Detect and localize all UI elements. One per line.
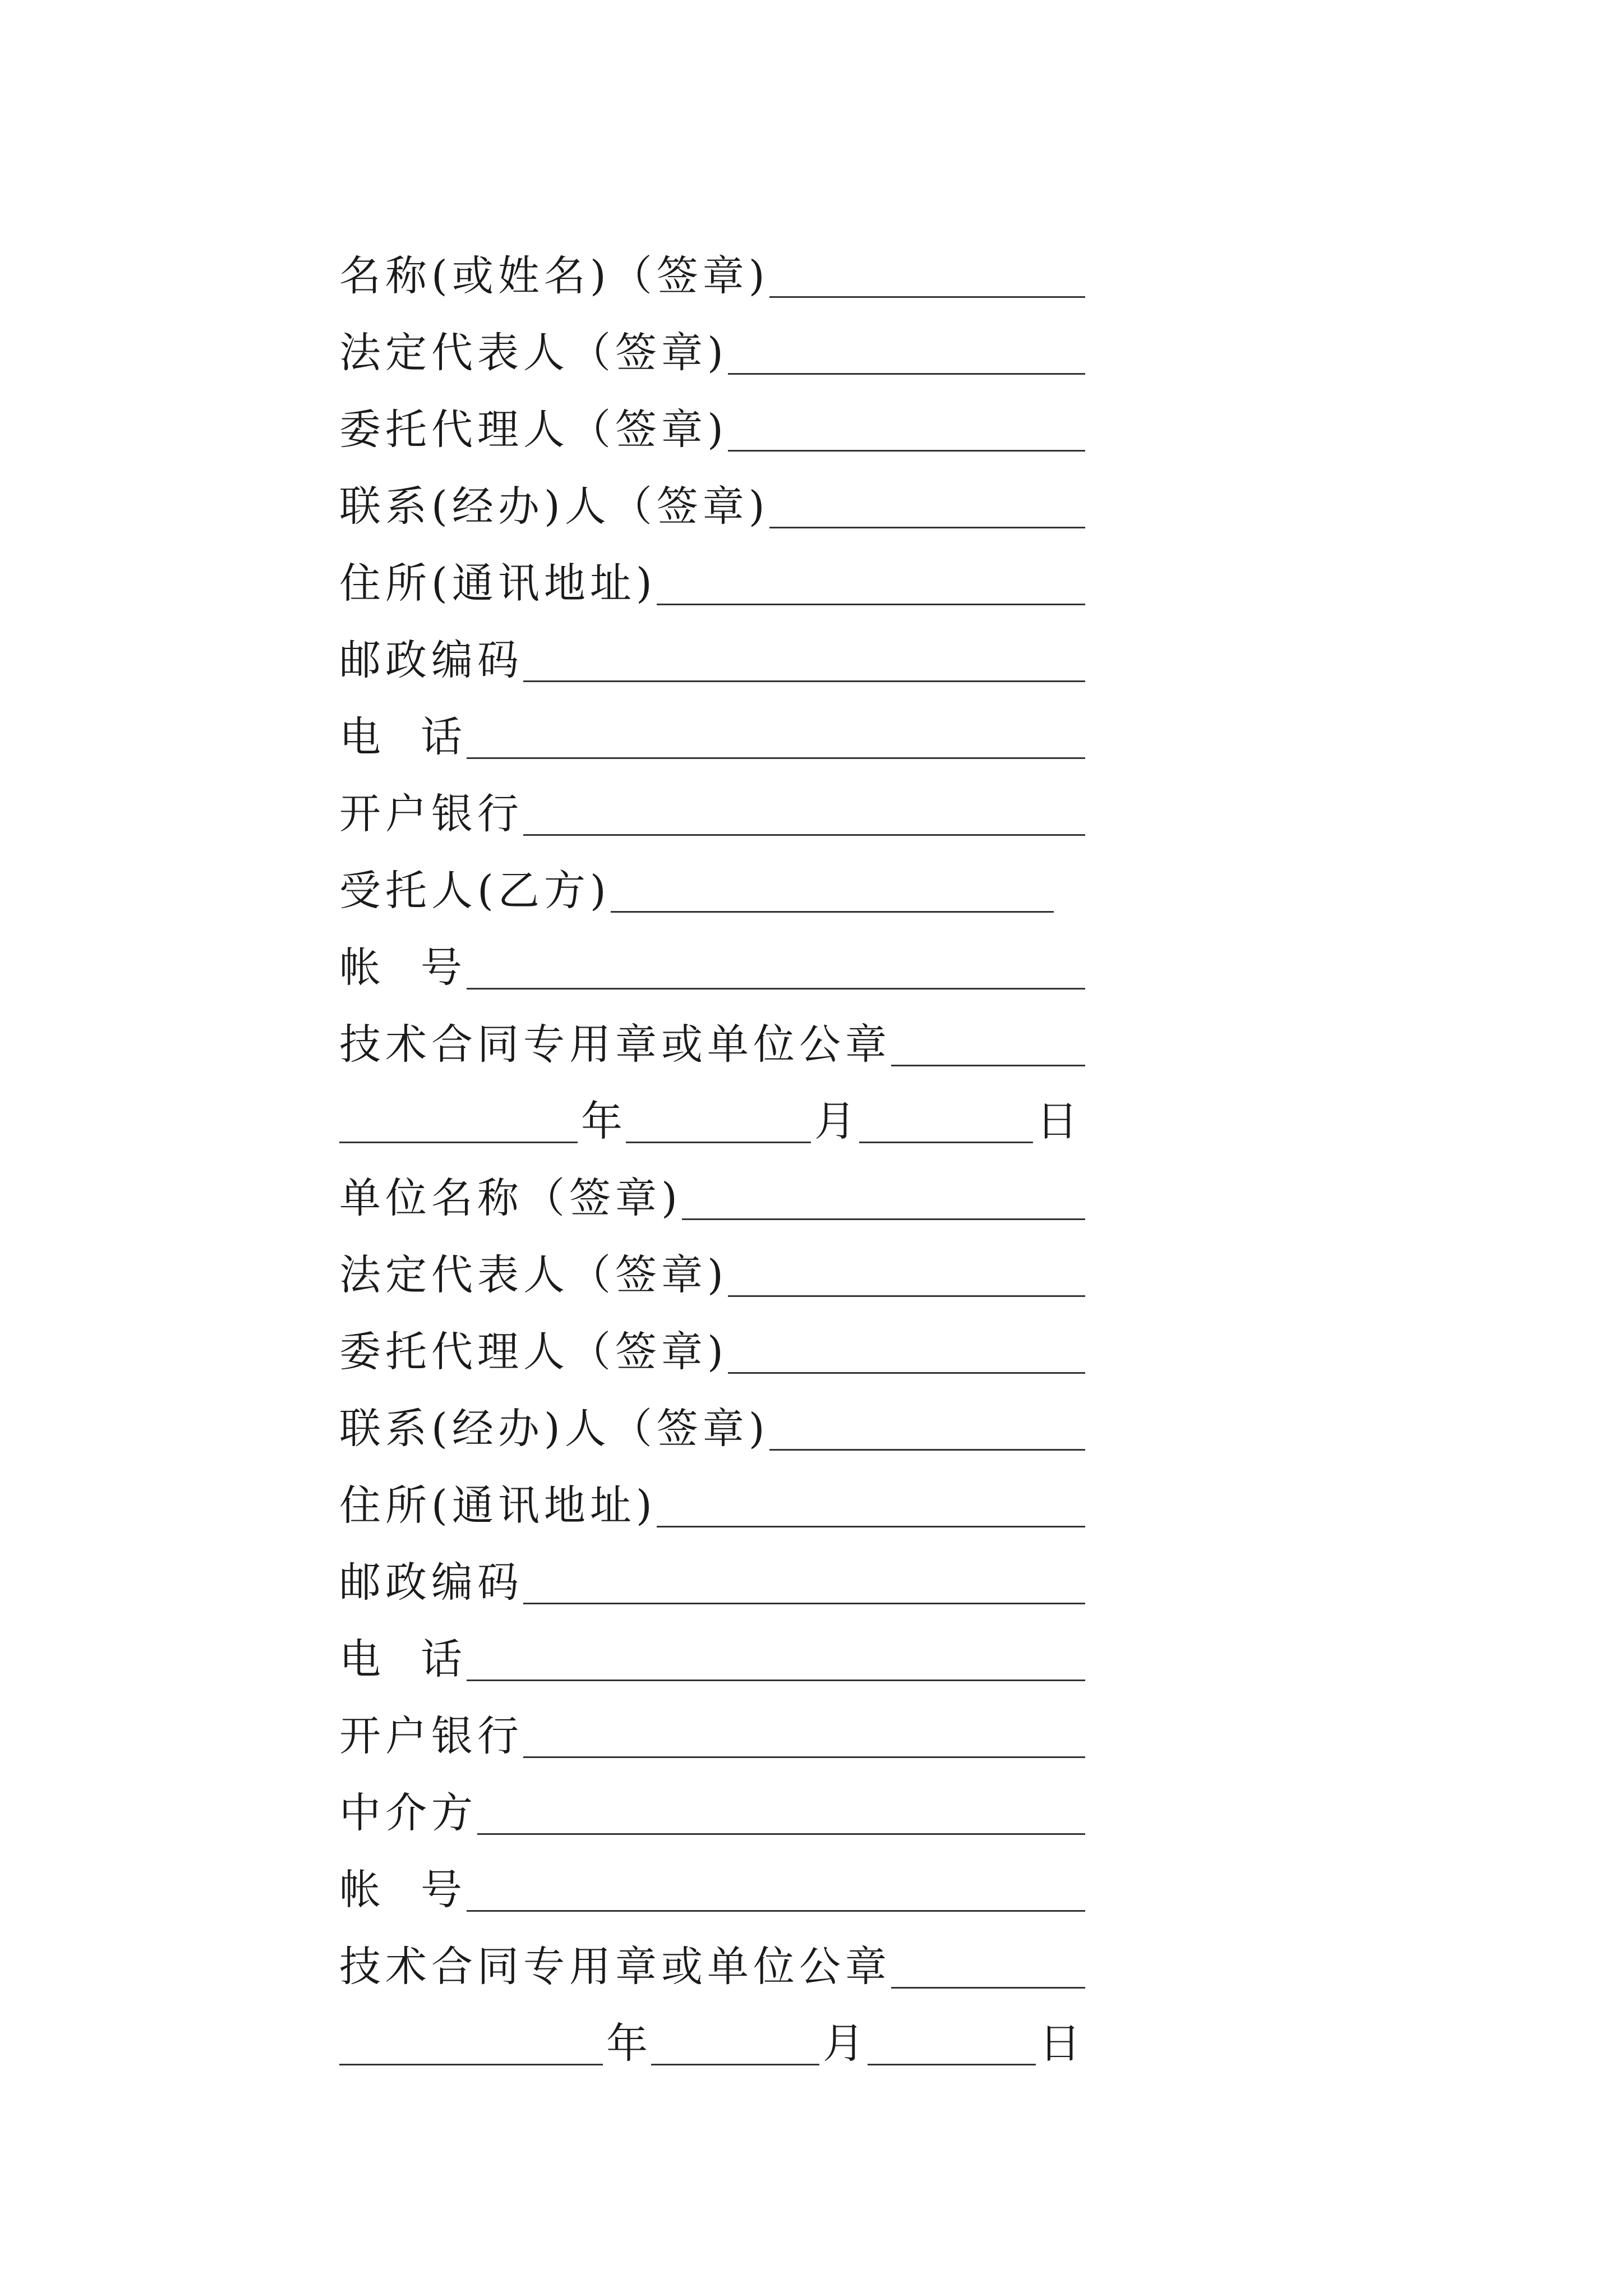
legal-rep-field[interactable]: [728, 1295, 1085, 1297]
field-label-bank: 开户银行: [339, 790, 523, 838]
field-label-legal-rep: 法定代表人（签章): [339, 329, 728, 377]
field-label-postcode: 邮政编码: [339, 636, 523, 684]
account-field[interactable]: [467, 1910, 1085, 1912]
form-row-trustee: [339, 839, 1085, 916]
field-label-phone: 电 话: [339, 713, 467, 761]
year-label: 年: [581, 1097, 623, 1145]
form-row-agent: [339, 378, 1085, 455]
form-row-seal: [339, 1915, 1085, 1992]
name-field[interactable]: [682, 1218, 1085, 1220]
field-label-name: 单位名称（签章): [339, 1174, 682, 1222]
form-row-legal-rep: [339, 1223, 1085, 1300]
form-row-address: [339, 532, 1085, 609]
phone-field[interactable]: [467, 757, 1085, 759]
agent-field[interactable]: [728, 1372, 1085, 1374]
field-label-name: 名称(或姓名)（签章): [339, 252, 769, 300]
month-label: 月: [823, 2019, 864, 2068]
field-label-intermediary: 中介方: [339, 1789, 477, 1837]
name-field[interactable]: [769, 296, 1085, 298]
form-row-account: [339, 1838, 1085, 1915]
address-field[interactable]: [657, 604, 1085, 605]
year-field[interactable]: [339, 2064, 603, 2065]
form-row-date: [339, 1992, 1085, 2069]
account-field[interactable]: [467, 988, 1085, 990]
field-label-phone: 电 话: [339, 1635, 467, 1683]
form-row-legal-rep: [339, 301, 1085, 378]
seal-field[interactable]: [891, 1065, 1085, 1066]
form-row-contact: [339, 1377, 1085, 1454]
field-label-account: 帐 号: [339, 1866, 467, 1914]
phone-field[interactable]: [467, 1680, 1085, 1681]
field-label-seal: 技术合同专用章或单位公章: [339, 1943, 891, 1991]
month-label: 月: [814, 1097, 856, 1145]
form-row-address: [339, 1454, 1085, 1531]
form-row-agent: [339, 1300, 1085, 1377]
trustee-field[interactable]: [611, 911, 1054, 913]
form-row-postcode: [339, 1531, 1085, 1608]
form-row-name: [339, 224, 1085, 301]
field-label-trustee: 受托人(乙方): [339, 867, 611, 915]
field-label-account: 帐 号: [339, 944, 467, 992]
year-field[interactable]: [339, 1142, 578, 1143]
field-label-contact: 联系(经办)人（签章): [339, 1405, 769, 1453]
form-row-account: [339, 916, 1085, 993]
form-row-bank: [339, 762, 1085, 839]
field-label-bank: 开户银行: [339, 1712, 523, 1760]
field-label-agent: 委托代理人（签章): [339, 406, 728, 454]
month-field[interactable]: [651, 2064, 819, 2065]
day-field[interactable]: [859, 1142, 1033, 1143]
day-label: 日: [1039, 2019, 1081, 2068]
field-label-seal: 技术合同专用章或单位公章: [339, 1020, 891, 1069]
day-field[interactable]: [868, 2064, 1036, 2065]
intermediary-field[interactable]: [477, 1833, 1085, 1835]
field-label-address: 住所(通讯地址): [339, 1481, 657, 1530]
form-row-phone: [339, 685, 1085, 762]
form-row-contact: [339, 455, 1085, 532]
form-row-date: [339, 1070, 1085, 1147]
postcode-field[interactable]: [523, 1603, 1085, 1604]
day-label: 日: [1036, 1097, 1078, 1145]
contact-field[interactable]: [769, 1449, 1085, 1451]
agent-field[interactable]: [728, 450, 1085, 452]
form-row-phone: [339, 1608, 1085, 1685]
field-label-contact: 联系(经办)人（签章): [339, 482, 769, 531]
month-field[interactable]: [626, 1142, 811, 1143]
seal-field[interactable]: [891, 1987, 1085, 1989]
address-field[interactable]: [657, 1526, 1085, 1527]
contact-field[interactable]: [769, 527, 1085, 528]
field-label-agent: 委托代理人（签章): [339, 1328, 728, 1376]
form-row-bank: [339, 1685, 1085, 1761]
field-label-address: 住所(通讯地址): [339, 559, 657, 608]
field-label-legal-rep: 法定代表人（签章): [339, 1251, 728, 1299]
form-row-intermediary: [339, 1761, 1085, 1838]
bank-field[interactable]: [523, 834, 1085, 836]
field-label-postcode: 邮政编码: [339, 1558, 523, 1607]
form-row-postcode: [339, 609, 1085, 685]
legal-rep-field[interactable]: [728, 373, 1085, 375]
form-row-seal: [339, 993, 1085, 1070]
bank-field[interactable]: [523, 1756, 1085, 1758]
form-row-name: [339, 1147, 1085, 1223]
postcode-field[interactable]: [523, 680, 1085, 682]
signature-form: [339, 224, 1085, 2069]
year-label: 年: [606, 2019, 648, 2068]
